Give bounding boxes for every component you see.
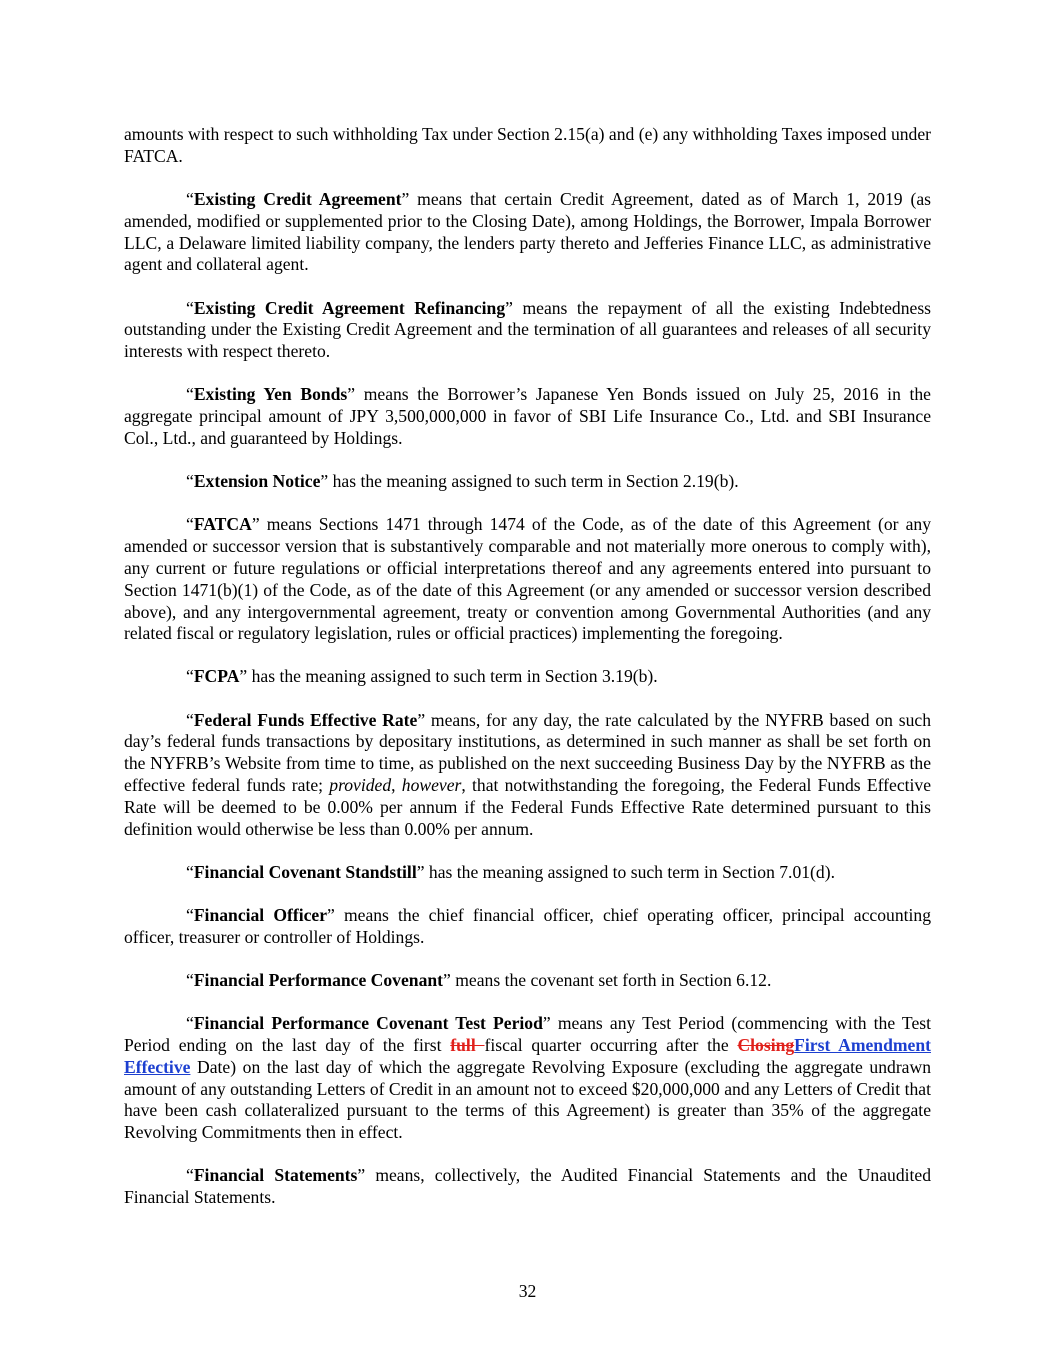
definition-body: ” means the repayment of all the existing Indebtedness outstanding under the Existing Credit Agreement and the termination of all guarantees and releases of all security interests with respect thereto. bbox=[124, 297, 932, 362]
definition-body: ” has the meaning assigned to such term in Section 3.19(b). bbox=[239, 666, 658, 687]
defined-term: FATCA bbox=[193, 514, 252, 535]
definition-body-part-1: ” means, for any day, the rate calculated by the NYFRB based on such day’s federal funds transactions by depositary institutions, as determined in such manner as shall be set forth on the NYFRB’s Website from time to time, as published on the next succeeding Business Day by the NYFRB as the effective federal funds rate; bbox=[124, 709, 931, 796]
continuation-paragraph bbox=[124, 124, 931, 168]
provided-italic: provided bbox=[329, 775, 392, 796]
defined-term: Existing Yen Bonds bbox=[193, 384, 348, 405]
defined-term: Existing Credit Agreement Refinancing bbox=[193, 297, 506, 318]
defined-term: Financial Covenant Standstill bbox=[193, 861, 417, 882]
definition-extension-notice: “Extension Notice” has the meaning assigned to such term in Section 2.19(b). bbox=[186, 471, 739, 492]
definition-financial-covenant-standstill: “Financial Covenant Standstill” has the meaning assigned to such term in Section 7.01(d). bbox=[186, 861, 835, 882]
deleted-text-full: full bbox=[450, 1035, 485, 1055]
definition-body-part-3: Date) on the last day of which the aggregate Revolving Exposure (excluding the aggregate undrawn amount of any outstanding Letters of Credit in an amount not to exceed $20,000,000 and any Letters of Credit that have been cash collateralized pursuant to the terms of this Agreement) is greater than 35% of the aggregate Revolving Commitments then in effect. bbox=[124, 1056, 931, 1143]
defined-term: Financial Statements bbox=[193, 1165, 358, 1186]
definition-financial-performance-covenant: “Financial Performance Covenant” means the covenant set forth in Section 6.12. bbox=[186, 970, 772, 991]
definition-body: ” has the meaning assigned to such term in Section 2.19(b). bbox=[320, 471, 739, 492]
deleted-text-closing: Closing bbox=[737, 1035, 795, 1055]
definition-body: ” means the covenant set forth in Section 6.12. bbox=[443, 970, 772, 991]
document-page bbox=[124, 124, 931, 1230]
definition-body: ” has the meaning assigned to such term in Section 7.01(d). bbox=[416, 861, 835, 882]
defined-term: Financial Performance Covenant Test Period bbox=[193, 1013, 543, 1034]
inserted-text-first-amendment-effective: First Amendment Effective bbox=[124, 1035, 931, 1077]
definition-body-part-2: , that notwithstanding the foregoing, the Federal Funds Effective Rate will be deemed to be 0.00% per annum if the Federal Funds Effective Rate determined pursuant to this definition would otherwise be less than 0.00% per annum. bbox=[124, 775, 932, 839]
continuation-text: amounts with respect to such withholding Tax under Section 2.15(a) and (e) any withholding Taxes imposed under FATCA. bbox=[124, 124, 931, 166]
defined-term: FCPA bbox=[193, 666, 240, 687]
defined-term: Extension Notice bbox=[193, 471, 321, 492]
definition-body-part-1: ” means any Test Period (commencing with the Test Period ending on the last day of the first bbox=[124, 1013, 931, 1055]
defined-term: Existing Credit Agreement bbox=[193, 188, 402, 209]
however-italic: however bbox=[401, 775, 462, 796]
comma-separator: , bbox=[391, 775, 402, 796]
definition-existing-yen-bonds: “Existing Yen Bonds” means the Borrower’s Japanese Yen Bonds issued on July 25, 2016 in the aggregate principal amount of JPY 3,500,000,000 in favor of SBI Life Insurance Co., Ltd. and SBI Insurance Col., Ltd., and guaranteed by Holdings. bbox=[124, 384, 931, 448]
definition-financial-statements: “Financial Statements” means, collectively, the Audited Financial Statements and the Unaudited Financial Statements. bbox=[124, 1165, 931, 1208]
definition-body: ” means Sections 1471 through 1474 of the Code, as of the date of this Agreement (or any amended or successor version that is substantively comparable and not materially more onerous to comply with), any current or future regulations or official interpretations thereof and any agreements entered into pursuant to Section 1471(b)(1) of the Code, as of the date of this Agreement (or any amended or successor version described above), and any intergovernmental agreement, treaty or convention among Governmental Authorities (and any related fiscal or regulatory legislation, rules or official practices) implementing the foregoing. bbox=[124, 514, 931, 644]
definition-body: ” means, collectively, the Audited Financial Statements and the Unaudited Financial Statements. bbox=[124, 1165, 931, 1208]
definition-existing-credit-agreement-refinancing: “Existing Credit Agreement Refinancing” means the repayment of all the existing Indebtedness outstanding under the Existing Credit Agreement and the termination of all guarantees and releases of all security interests with respect thereto. bbox=[124, 297, 932, 362]
definition-body-part-2: fiscal quarter occurring after the bbox=[484, 1035, 738, 1055]
definition-existing-credit-agreement: “Existing Credit Agreement” means that certain Credit Agreement, dated as of March 1, 2019 (as amended, modified or supplemented prior to the Closing Date), among Holdings, the Borrower, Impala Borrower LLC, a Delaware limited liability company, the lenders party thereto and Jefferies Finance LLC, as administrative agent and collateral agent. bbox=[124, 188, 931, 275]
definition-federal-funds-effective-rate: “Federal Funds Effective Rate” means, for any day, the rate calculated by the NYFRB based on such day’s federal funds transactions by depositary institutions, as determined in such manner as shall be set forth on the NYFRB’s Website from time to time, as published on the next succeeding Business Day by the NYFRB as the effective federal funds rate; provided, however, that notwithstanding the foregoing, the Federal Funds Effective Rate will be deemed to be 0.00% per annum if the Federal Funds Effective Rate determined pursuant to this definition would otherwise be less than 0.00% per annum. bbox=[124, 709, 932, 839]
definition-fatca: “FATCA” means Sections 1471 through 1474 of the Code, as of the date of this Agreement (or any amended or successor version that is substantively comparable and not materially more onerous to comply with), any current or future regulations or official interpretations thereof and any agreements entered into pursuant to Section 1471(b)(1) of the Code, as of the date of this Agreement (or any amended or successor version described above), and any intergovernmental agreement, treaty or convention among Governmental Authorities (and any related fiscal or regulatory legislation, rules or official practices) implementing the foregoing. bbox=[124, 514, 931, 644]
definition-fcpa: “FCPA” has the meaning assigned to such term in Section 3.19(b). bbox=[186, 666, 658, 687]
defined-term: Financial Officer bbox=[193, 905, 328, 926]
definition-financial-officer: “Financial Officer” means the chief financial officer, chief operating officer, principal accounting officer, treasurer or controller of Holdings. bbox=[124, 905, 931, 947]
defined-term: Federal Funds Effective Rate bbox=[193, 709, 418, 730]
page-number: 32 bbox=[518, 1281, 537, 1301]
definition-financial-performance-covenant-test-period: “Financial Performance Covenant Test Period” means any Test Period (commencing with the Test Period ending on the last day of the first full fiscal quarter occurring after the ClosingFirst Amendment Effective Date) on the last day of which the aggregate Revolving Exposure (excluding the aggregate undrawn amount of any outstanding Letters of Credit in an amount not to exceed $20,000,000 and any Letters of Credit that have been cash collateralized pursuant to the terms of this Agreement) is greater than 35% of the aggregate Revolving Commitments then in effect. bbox=[124, 1013, 931, 1143]
defined-term: Financial Performance Covenant bbox=[193, 970, 444, 991]
definition-body: ” means that certain Credit Agreement, dated as of March 1, 2019 (as amended, modified or supplemented prior to the Closing Date), among Holdings, the Borrower, Impala Borrower LLC, a Delaware limited liability company, the lenders party thereto and Jefferies Finance LLC, as administrative agent and collateral agent. bbox=[124, 188, 931, 275]
definition-body: ” means the Borrower’s Japanese Yen Bonds issued on July 25, 2016 in the aggregate principal amount of JPY 3,500,000,000 in favor of SBI Life Insurance Co., Ltd. and SBI Insurance Col., Ltd., and guaranteed by Holdings. bbox=[124, 384, 931, 448]
definition-body: ” means the chief financial officer, chief operating officer, principal accounting officer, treasurer or controller of Holdings. bbox=[124, 905, 931, 947]
